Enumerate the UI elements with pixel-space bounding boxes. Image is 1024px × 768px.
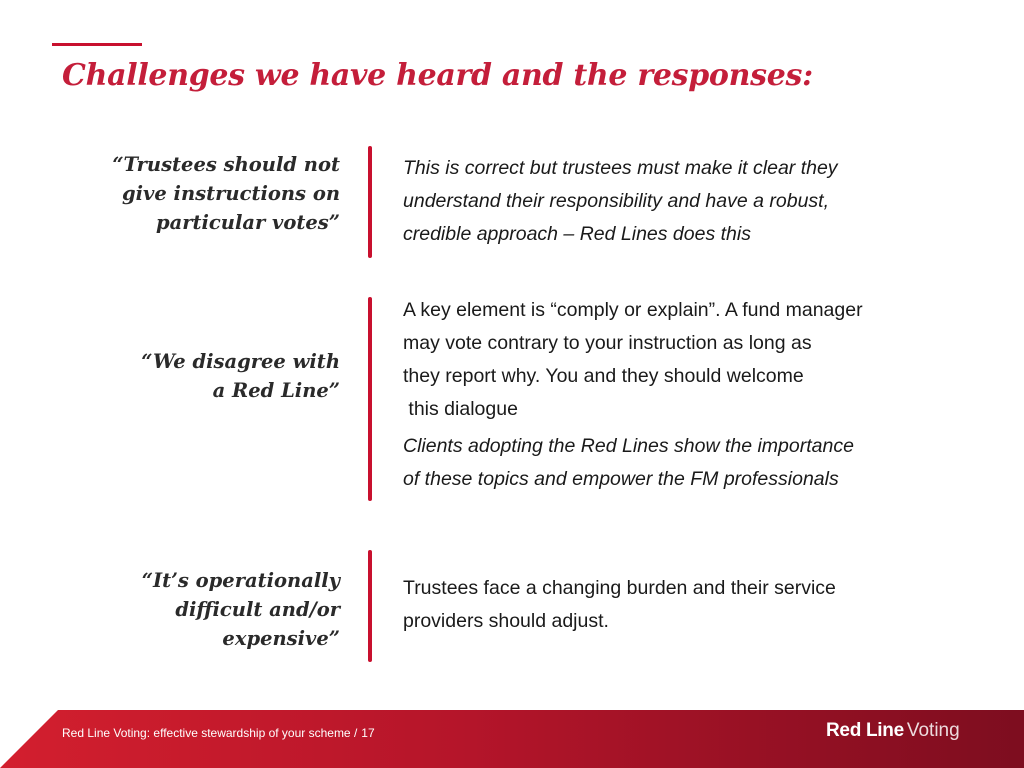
response-2-line-1: A key element is “comply or explain”. A fund manager xyxy=(403,299,863,321)
response-1-line-3: credible approach – Red Lines does this xyxy=(403,223,751,245)
response-2-note-line-1: Clients adopting the Red Lines show the importance xyxy=(403,435,854,457)
response-3 xyxy=(403,572,963,638)
response-2-note-line-2: of these topics and empower the FM professionals xyxy=(403,468,839,490)
response-3-line-2: providers should adjust. xyxy=(403,610,609,632)
title-accent-rule xyxy=(52,43,142,46)
page-number: 17 xyxy=(361,726,375,740)
challenge-2-line-1: “We disagree with xyxy=(141,350,340,373)
challenge-1-line-1: “Trustees should not xyxy=(112,153,340,176)
challenge-1 xyxy=(50,150,340,237)
divider-1 xyxy=(368,146,372,258)
response-1 xyxy=(403,152,963,251)
divider-2 xyxy=(368,297,372,501)
logo-bold-text: Red Line xyxy=(826,720,904,741)
challenge-2 xyxy=(50,347,340,405)
footer-caption-text: Red Line Voting: effective stewardship of your scheme / xyxy=(62,726,358,740)
divider-3 xyxy=(368,550,372,662)
response-2-note xyxy=(403,430,963,496)
challenge-2-line-2: a Red Line” xyxy=(212,379,340,402)
challenge-3-line-1: “It’s operationally xyxy=(141,569,340,592)
response-3-line-1: Trustees face a changing burden and their service xyxy=(403,577,836,599)
challenge-3-line-2: difficult and/or xyxy=(175,598,340,621)
response-2-line-4: this dialogue xyxy=(403,398,518,420)
response-2-line-2: may vote contrary to your instruction as long as xyxy=(403,332,812,354)
red-line-voting-logo xyxy=(826,720,960,742)
challenge-3-line-3: expensive” xyxy=(222,627,340,650)
footer-bar xyxy=(0,710,1024,768)
challenge-3 xyxy=(50,566,340,653)
challenge-1-line-3: particular votes” xyxy=(155,211,340,234)
challenge-1-line-2: give instructions on xyxy=(121,182,340,205)
footer-fold-corner xyxy=(0,710,58,768)
slide-title: Challenges we have heard and the responses: xyxy=(62,58,813,93)
response-1-line-2: understand their responsibility and have a robust, xyxy=(403,190,830,212)
logo-light-text: Voting xyxy=(906,720,960,741)
response-1-line-1: This is correct but trustees must make it clear they xyxy=(403,157,838,179)
response-2-line-3: they report why. You and they should welcome xyxy=(403,365,804,387)
footer-caption xyxy=(62,726,375,740)
response-2 xyxy=(403,294,963,426)
